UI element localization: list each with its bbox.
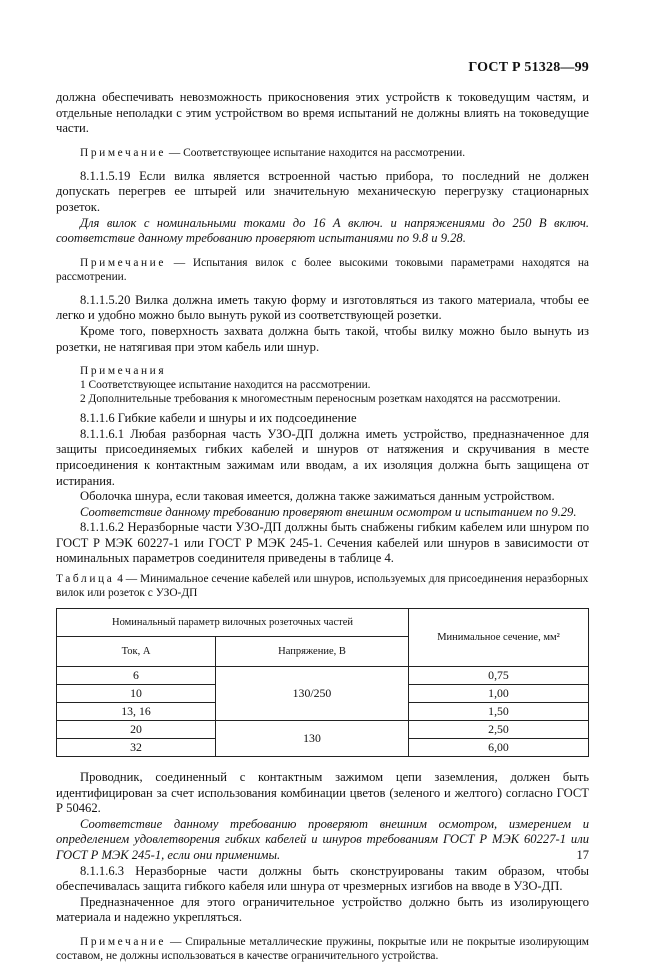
table-cell-current: 10	[57, 685, 216, 703]
section-heading-8-1-1-6: 8.1.1.6 Гибкие кабели и шнуры и их подсоединение	[80, 411, 357, 426]
grounding-conductor-paragraph: Проводник, соединенный с контактным зажимом цепи заземления, должен быть идентифицирован за счет использования комбинации цветов (зеленого и желтого) согласно ГОСТ Р 50462.	[56, 770, 589, 816]
clause-8-1-1-6-3: 8.1.1.6.3 Неразборные части должны быть сконструированы таким образом, чтобы обеспечивалась защита гибкого кабеля или шнура от чрезмерных изгибов на вводе в УЗО-ДП.	[56, 863, 589, 894]
table-cell-section: 1,50	[409, 703, 589, 721]
clause-8-1-1-6-1-check: Соответствие данному требованию проверяют внешним осмотром и испытанием по 9.29.	[80, 504, 577, 519]
table-cell-current: 6	[57, 667, 216, 685]
table-caption-text: 4 — Минимальное сечение кабелей или шнуров, используемых для присоединения неразборных вилок или розеток с УЗО-ДП	[56, 573, 589, 600]
note-1	[56, 146, 589, 160]
table-header-section: Минимальное сечение, мм²	[409, 609, 589, 667]
table-label: Таблица	[56, 573, 115, 586]
note-item-1: 1 Соответствующее испытание находится на рассмотрении.	[80, 379, 371, 392]
clause-8-1-1-6-3-device: Предназначенное для этого ограничительное устройство должно быть из изолирующего материала и надежно укрепляться.	[56, 894, 589, 925]
table-cell-section: 1,00	[409, 685, 589, 703]
clause-8-1-1-6-1: 8.1.1.6.1 Любая разборная часть УЗО-ДП должна иметь устройство, предназначенное для защиты присоединяемых гибких кабелей и шнуров от натяжения и скручивания в месте присоединения к контактным зажимам или вводам, а их изоляция должна быть защищена от истирания.	[56, 426, 589, 488]
table-cell-section: 6,00	[409, 739, 589, 757]
table-cell-voltage: 130	[216, 721, 409, 757]
table-4	[56, 608, 589, 757]
paragraph-continued: должна обеспечивать невозможность прикосновения этих устройств к токоведущим частям, и отдельные неполадки с этим устройством во время испытаний не должны влиять на токоведущие части.	[56, 90, 589, 136]
note-item-2: 2 Дополнительные требования к многоместным переносным розеткам находятся на рассмотрении.	[80, 393, 561, 406]
note-4	[56, 935, 589, 963]
note-label: Примечание	[80, 256, 167, 269]
clause-8-1-1-5-20: 8.1.1.5.20 Вилка должна иметь такую форму и изготовляться из такого материала, чтобы ее легко и удобно можно было вынуть рукой из соответствующей розетки.	[56, 292, 589, 323]
table-row	[57, 667, 589, 685]
table-group-header: Номинальный параметр вилочных розеточных частей	[57, 609, 409, 637]
note-label: Примечание	[80, 146, 167, 159]
note-label: Примечание	[80, 936, 167, 948]
table-cell-section: 0,75	[409, 667, 589, 685]
clause-8-1-1-5-19: 8.1.1.5.19 Если вилка является встроенной частью прибора, то последний не должен допускать перегрев ее штырей или значительную механическую перегрузку стационарных розеток.	[56, 168, 589, 214]
table-header-current: Ток, А	[57, 637, 216, 667]
page-number: 17	[576, 848, 589, 862]
note-text: — Соответствующее испытание находится на рассмотрении.	[166, 146, 466, 159]
note-text: — Испытания вилок с более высокими токовыми параметрами находятся на рассмотрении.	[56, 256, 589, 283]
clause-8-1-1-6-2: 8.1.1.6.2 Неразборные части УЗО-ДП должны быть снабжены гибким кабелем или шнуром по ГОСТ Р МЭК 60227-1 или ГОСТ Р МЭК 245-1. Сечения кабелей или шнуров в зависимости от номинальных параметров соединителя приведены в таблице 4.	[56, 520, 589, 566]
table-4-caption	[56, 572, 589, 600]
page-body	[56, 90, 589, 963]
document-code-header: ГОСТ Р 51328—99	[468, 60, 589, 75]
table-row	[57, 721, 589, 739]
table-cell-current: 32	[57, 739, 216, 757]
table-header-voltage: Напряжение, В	[216, 637, 409, 667]
note-text: — Спиральные металлические пружины, покрытые или не покрытые изолирующим составом, не должны использоваться в качестве ограничительного устройства.	[56, 936, 589, 962]
table-cell-current: 20	[57, 721, 216, 739]
table-cell-section: 2,50	[409, 721, 589, 739]
note-2	[56, 256, 589, 284]
table-cell-voltage: 130/250	[216, 667, 409, 721]
clause-8-1-1-5-19-check: Для вилок с номинальными токами до 16 А включ. и напряжениями до 250 В включ. соответствие данному требованию проверяют испытаниями по 9.8 и 9.28.	[56, 215, 589, 246]
clause-8-1-1-6-1-sheath: Оболочка шнура, если таковая имеется, должна также зажиматься данным устройством.	[80, 489, 555, 504]
clause-8-1-1-5-20-grip: Кроме того, поверхность захвата должна быть такой, чтобы вилку можно было вынуть из розетки, не натягивая при этом кабель или шнур.	[56, 323, 589, 354]
table-cell-current: 13, 16	[57, 703, 216, 721]
grounding-check-paragraph: Соответствие данному требованию проверяют внешним осмотром, измерением и определением удовлетворения гибких кабелей и шнуров требованиям ГОСТ Р МЭК 60227-1 или ГОСТ Р МЭК 245-1, если они применимы.	[56, 816, 589, 863]
notes-heading: Примечания	[80, 365, 167, 378]
